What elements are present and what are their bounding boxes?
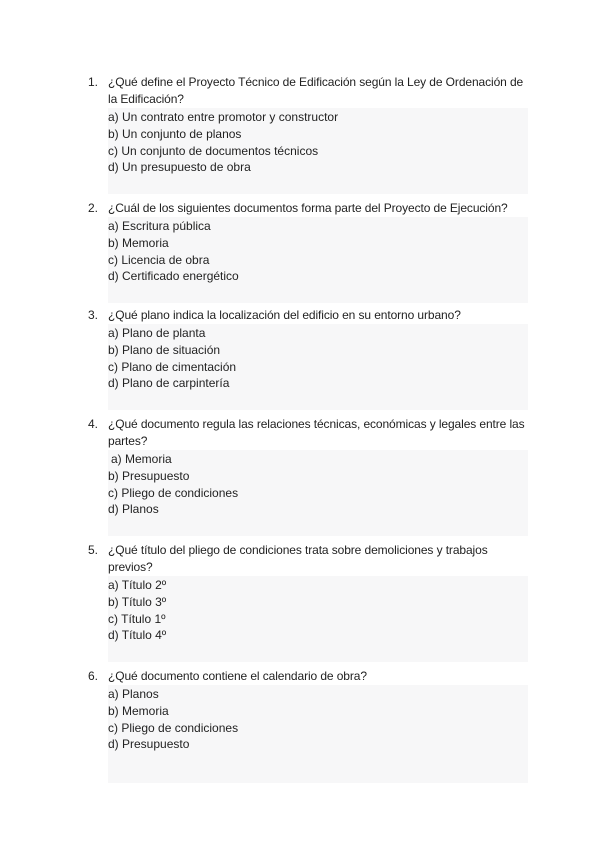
option-b: b) Memoria — [108, 703, 169, 718]
question-text: ¿Qué plano indica la localización del edificio en su entorno urbano? — [108, 308, 461, 322]
question-5 — [88, 542, 530, 662]
question-text: ¿Qué documento regula las relaciones técnicas, económicas y legales entre las partes? — [108, 417, 525, 448]
option-d: d) Un presupuesto de obra — [108, 160, 251, 175]
option-a: a) Plano de planta — [108, 326, 206, 340]
option-d: d) Certificado energético — [108, 269, 239, 284]
option-a: a) Escritura pública — [108, 219, 211, 233]
question-number: 1. — [88, 75, 99, 89]
question-number: 2. — [88, 201, 99, 215]
option-b: b) Título 3º — [108, 594, 167, 609]
question-number: 3. — [88, 308, 99, 322]
options-list — [108, 576, 528, 662]
question-text: ¿Cuál de los siguientes documentos forma parte del Proyecto de Ejecución? — [108, 201, 508, 215]
question-number: 5. — [88, 543, 99, 557]
option-d: d) Presupuesto — [108, 737, 190, 752]
options-list — [108, 450, 528, 536]
question-header — [88, 416, 530, 450]
option-c: c) Plano de cimentación — [108, 359, 237, 374]
option-b: b) Un conjunto de planos — [108, 126, 242, 141]
question-6 — [88, 668, 530, 783]
option-c: c) Pliego de condiciones — [108, 485, 239, 500]
question-3 — [88, 307, 530, 410]
spacer — [108, 285, 528, 301]
option-a: a) Memoria — [111, 452, 172, 466]
question-number: 6. — [88, 669, 99, 683]
spacer — [108, 753, 528, 781]
option-d: d) Plano de carpintería — [108, 376, 230, 391]
question-text: ¿Qué define el Proyecto Técnico de Edificación según la Ley de Ordenación de la Edificación? — [108, 75, 524, 106]
option-c: c) Pliego de condiciones — [108, 720, 239, 735]
question-2 — [88, 200, 530, 303]
option-d: d) Planos — [108, 502, 159, 517]
option-b: b) Memoria — [108, 235, 169, 250]
spacer — [108, 518, 528, 534]
option-a: a) Planos — [108, 687, 159, 701]
question-text: ¿Qué documento contiene el calendario de obra? — [108, 669, 367, 683]
options-list — [108, 324, 528, 410]
spacer — [108, 176, 528, 192]
question-text: ¿Qué título del pliego de condiciones trata sobre demoliciones y trabajos previos? — [108, 543, 488, 574]
option-d: d) Título 4º — [108, 628, 167, 643]
option-c: c) Un conjunto de documentos técnicos — [108, 143, 319, 158]
spacer — [108, 644, 528, 660]
option-a: a) Título 2º — [108, 578, 167, 592]
option-c: c) Licencia de obra — [108, 252, 210, 267]
question-header — [88, 542, 530, 576]
option-b: b) Plano de situación — [108, 342, 221, 357]
question-number: 4. — [88, 417, 99, 431]
question-header — [88, 74, 530, 108]
options-list — [108, 108, 528, 194]
option-a: a) Un contrato entre promotor y constructor — [108, 110, 339, 124]
options-list — [108, 685, 528, 783]
question-header — [88, 200, 530, 217]
options-list — [108, 217, 528, 303]
spacer — [108, 392, 528, 408]
question-4 — [88, 416, 530, 536]
option-c: c) Título 1º — [108, 611, 166, 626]
question-header — [88, 668, 530, 685]
option-b: b) Presupuesto — [108, 468, 190, 483]
question-1 — [88, 74, 530, 194]
question-header — [88, 307, 530, 324]
